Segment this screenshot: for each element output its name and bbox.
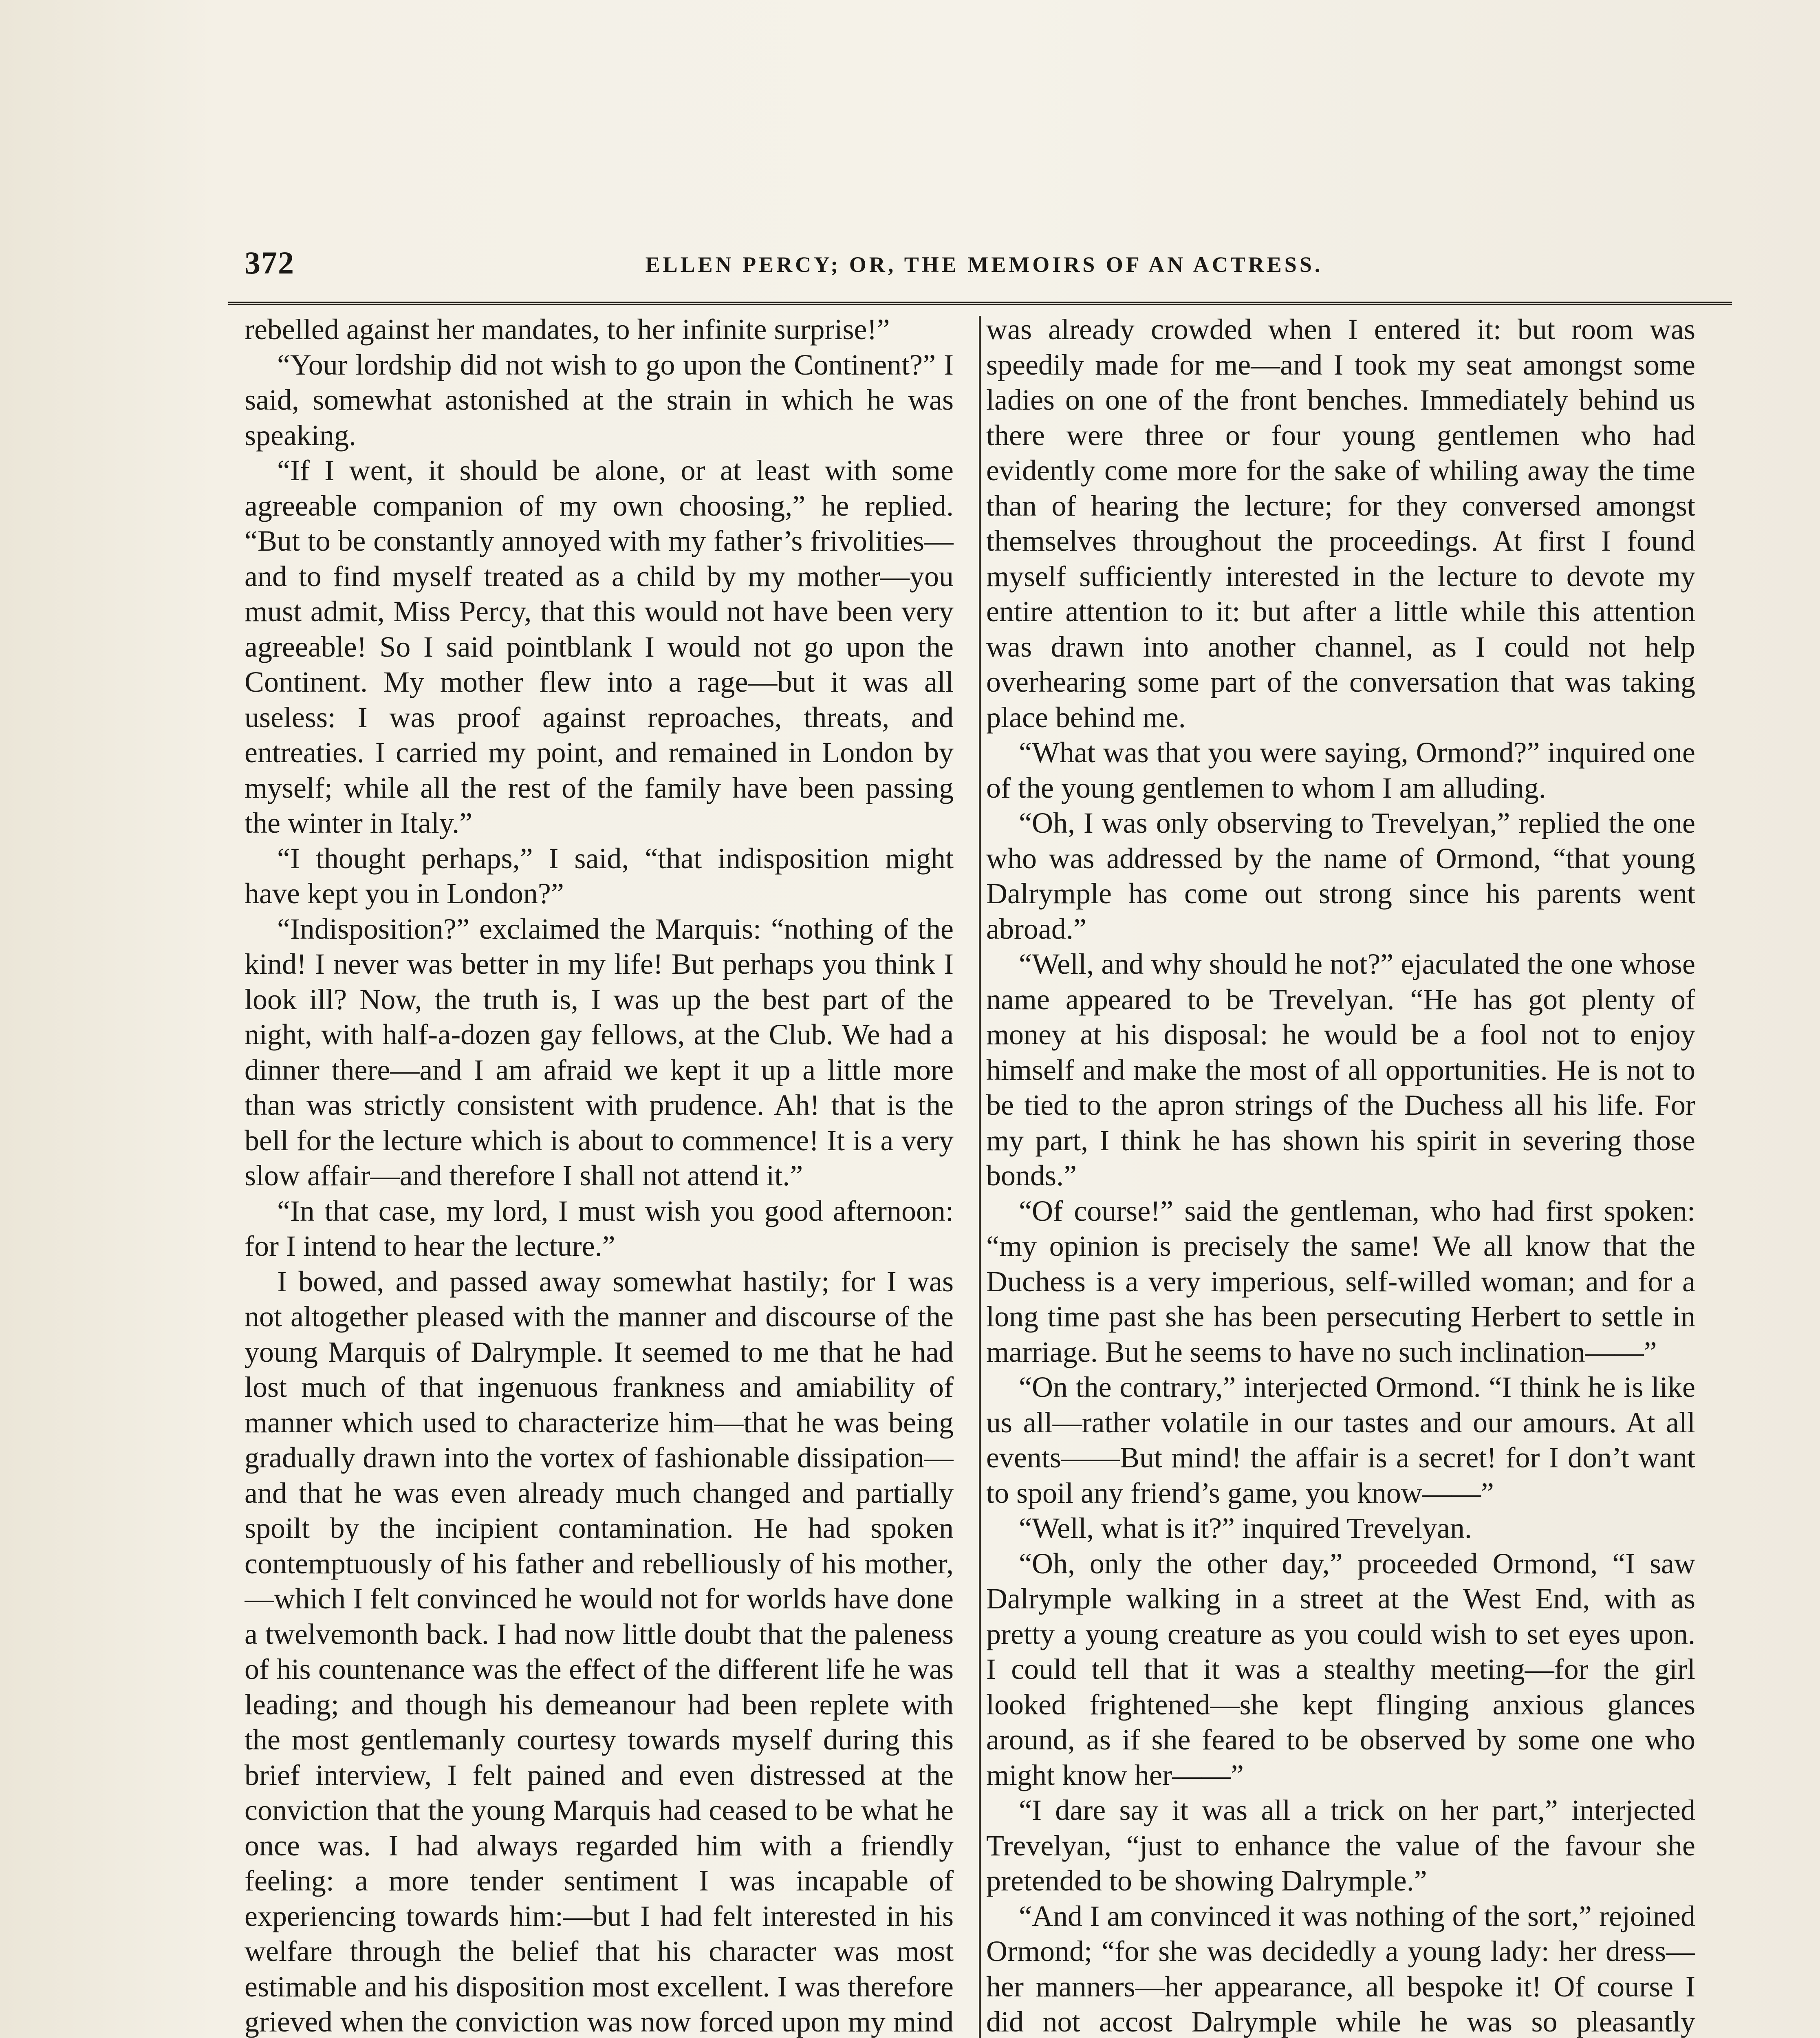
paragraph: I bowed, and passed away somewhat hastily; for I was not altogether pleased with the manner and discourse of the young Marquis of Dalrymple. It seemed to me that he had lost much of that ingenuous frankness and amiability of manner which used to characterize him—that he was being gradually drawn into the vortex of fashionable dissipation—and that he was even already much changed and partially spoilt by the incipient contamination. He had spoken contemptuously of his father and rebelliously of his mother,—which I felt convinced he would not for worlds have done a twelvemonth back. I had now little doubt that the paleness of his countenance was the effect of the different life he was leading; and though his demeanour had been replete with the most gentlemanly courtesy towards myself during this brief interview, I felt pained and even distressed at the conviction that the young Marquis had ceased to be what he once was. I had always regarded him with a friendly feeling: a more tender sentiment I was incapable of experiencing towards him:—but I had felt interested in his welfare through the belief that his character was most estimable and his disposition most excellent. I was therefore grieved when the conviction was now forced upon my mind: [245, 1265, 954, 2038]
paragraph: “Indisposition?” exclaimed the Marquis: “nothing of the kind! I never was better in my life! But perhaps you think I look ill? Now, the truth is, I was up the best part of the night, with half-a-dozen gay fellows, at the Club. We had a dinner there—and I am afraid we kept it up a little more than was strictly consistent with prudence. Ah! that is the bell for the lecture which is about to commence! It is a very slow affair—and therefore I shall not attend it.”: [245, 912, 954, 1192]
paragraph: “Well, and why should he not?” ejaculated the one whose name appeared to be Trevelyan. “He has got plenty of money at his disposal: he would be a fool not to enjoy himself and make the most of all opportunities. He is not to be tied to the apron strings of the Duchess all his life. For my part, I think he has shown his spirit in severing those bonds.”: [986, 948, 1695, 1192]
paragraph: rebelled against her mandates, to her infinite surprise!”: [245, 313, 890, 346]
paragraph: “Oh, I was only observing to Trevelyan,” replied the one who was addressed by the name of Ormond, “that young Dalrymple has come out strong since his parents went abroad.”: [986, 807, 1695, 945]
page-number: 372: [245, 245, 295, 280]
paragraph: “I dare say it was all a trick on her part,” interjected Trevelyan, “just to enhance the value of the favour she pretended to be showing Dalrymple.”: [986, 1794, 1695, 1897]
paragraph: “In that case, my lord, I must wish you good afternoon: for I intend to hear the lecture.”: [245, 1194, 954, 1262]
paragraph: “And I am convinced it was nothing of the sort,” rejoined Ormond; “for she was decidedly a young lady: her dress—her manners—her appearance, all bespoke it! Of course I did not accost Dalrymple while he was so pleasantly: [986, 1899, 1695, 2038]
paragraph: “What was that you were saying, Ormond?” inquired one of the young gentlemen to whom I am alluding.: [986, 736, 1695, 804]
paragraph: “On the contrary,” interjected Ormond. “I think he is like us all—rather volatile in our tastes and our amours. At all events——But mind! the affair is a secret! for I don’t want to spoil any friend’s game, you know——”: [986, 1371, 1695, 1509]
paragraph: “I thought perhaps,” I said, “that indisposition might have kept you in London?”: [245, 842, 954, 910]
paragraph: “Well, what is it?” inquired Trevelyan.: [1019, 1512, 1472, 1544]
page-header: [245, 240, 1724, 289]
paragraph: “Of course!” said the gentleman, who had first spoken: “my opinion is precisely the same! We all know that the Duchess is a very imperious, self-willed woman; and for a long time past she has been persecuting Herbert to settle in marriage. But he seems to have no such inclination——”: [986, 1194, 1695, 1368]
running-head: ELLEN PERCY; OR, THE MEMOIRS OF AN ACTRESS.: [645, 252, 1323, 277]
paragraph: “If I went, it should be alone, or at least with some agreeable companion of my own choosing,” he replied. “But to be constantly annoyed with my father’s frivolities—and to find myself treated as a child by my mother—you must admit, Miss Percy, that this would not have been very agreeable! So I said pointblank I would not go upon the Continent. My mother flew into a rage—but it was all useless: I was proof against reproaches, threats, and entreaties. I carried my point, and remained in London by myself; while all the rest of the family have been passing the winter in Italy.”: [245, 454, 954, 839]
column-divider: [979, 316, 981, 2038]
right-column: [986, 312, 1695, 2038]
left-column: [245, 312, 954, 2038]
paragraph: was already crowded when I entered it: but room was speedily made for me—and I took my seat amongst some ladies on one of the front benches. Immediately behind us there were three or four young gentlemen who had evidently come more for the sake of whiling away the time than of hearing the lecture; for they conversed amongst themselves throughout the proceedings. At first I found myself sufficiently interested in the lecture to devote my entire attention to it: but after a little while this attention was drawn into another channel, as I could not help overhearing some part of the conversation that was taking place behind me.: [986, 313, 1695, 734]
paragraph: “Oh, only the other day,” proceeded Ormond, “I saw Dalrymple walking in a street at the West End, with as pretty a young creature as you could wish to set eyes upon. I could tell that it was a stealthy meeting—for the girl looked frightened—she kept flinging anxious glances around, as if she feared to be observed by some one who might know her——”: [986, 1547, 1695, 1791]
paragraph: “Your lordship did not wish to go upon the Continent?” I said, somewhat astonished at the strain in which he was speaking.: [245, 348, 954, 452]
header-rule: [228, 302, 1732, 305]
